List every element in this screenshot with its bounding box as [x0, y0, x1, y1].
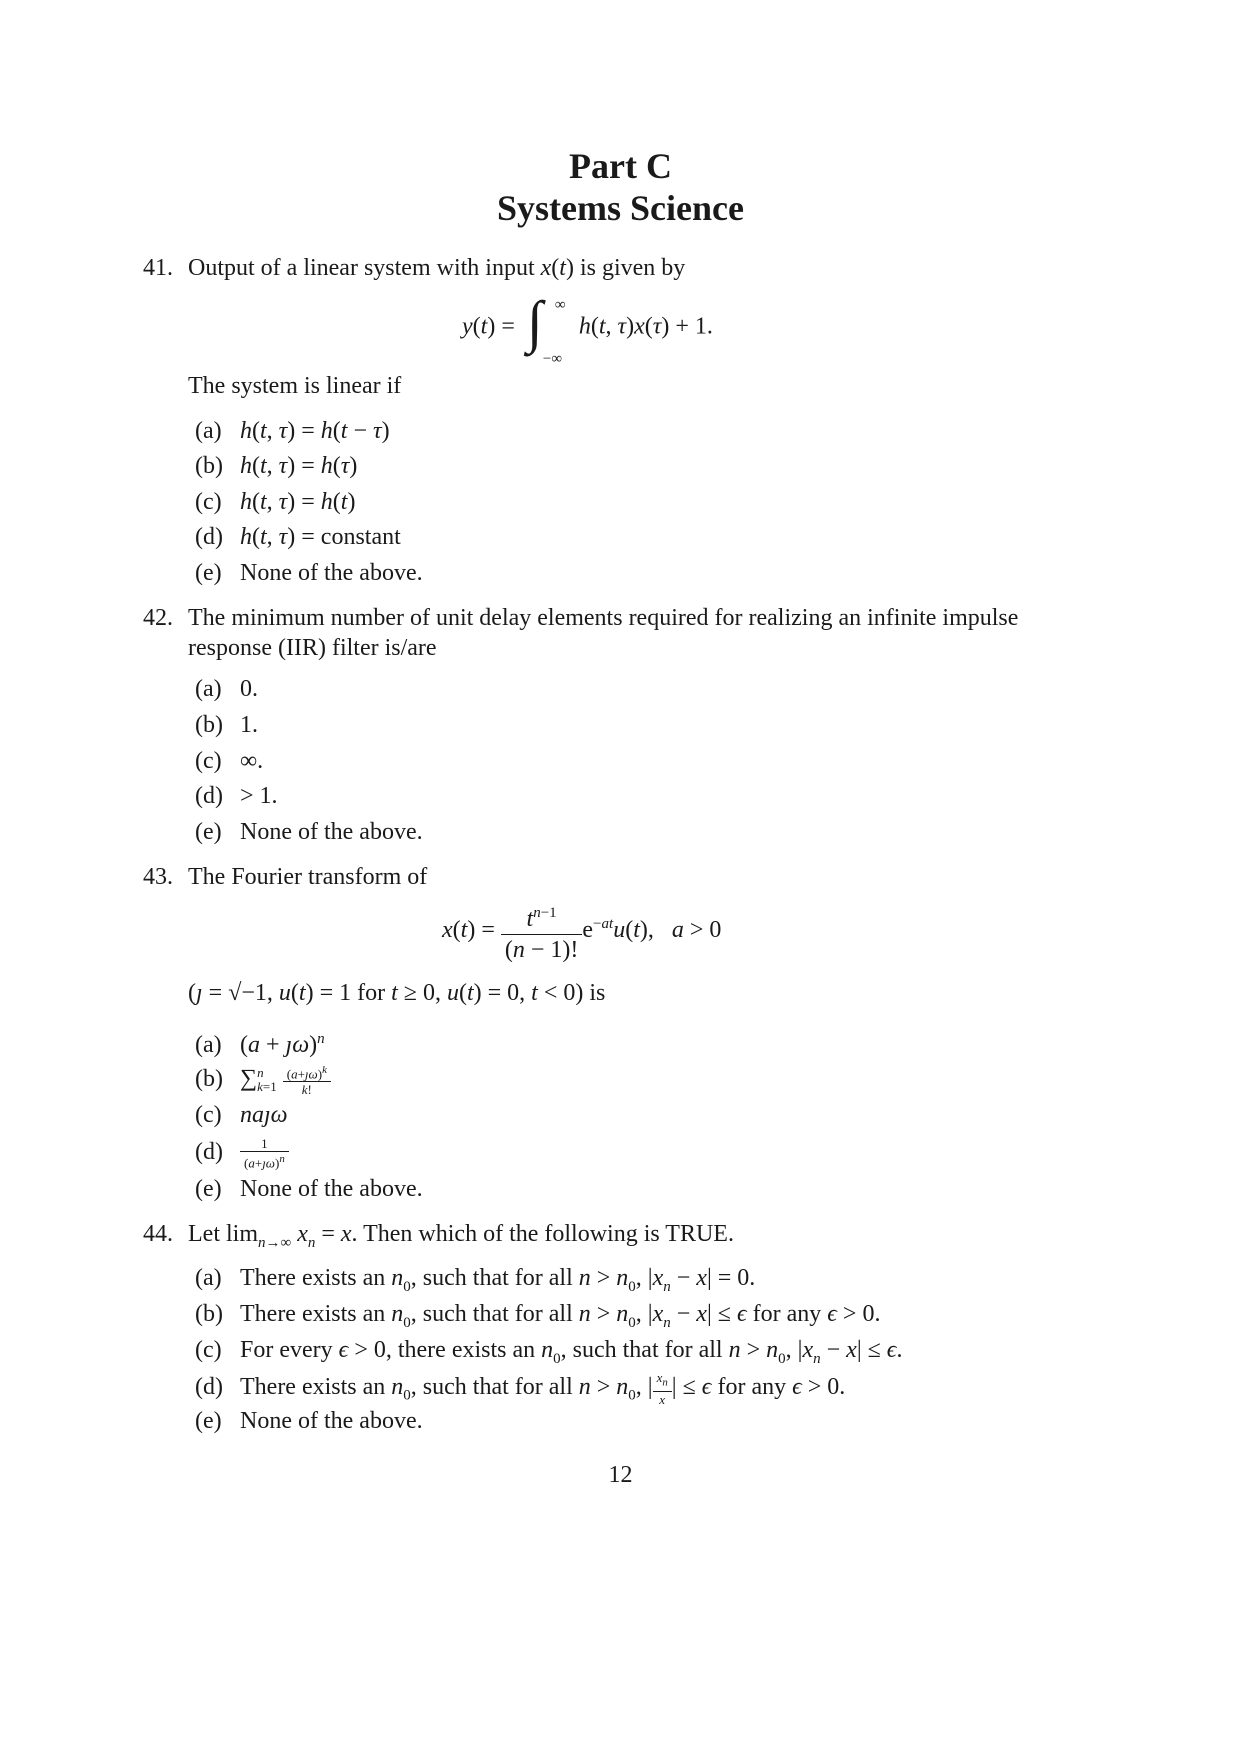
- option-43b: (b) ∑n k=1 $\frac{(a+ȷ\omega)^k}{k!}$: [195, 1063, 331, 1097]
- question-text: Let $\lim_{n\to\infty} x_n = x$. Then which of the following is TRUE.: [188, 1221, 734, 1251]
- question-42: [143, 603, 1063, 667]
- option-42a: (a) 0.: [195, 676, 258, 702]
- option-44d: (d) There exists an $n_0$, such that for all $n > n_0$, | $\frac{x_n}{x}$ | ≤ ϵ for any ϵ > 0.: [195, 1370, 846, 1407]
- option-44e: (e) None of the above.: [195, 1408, 423, 1434]
- question-text: The Fourier transform of: [188, 864, 428, 890]
- option-41c: (c) h(t, τ) = h(t): [195, 489, 356, 515]
- option-42e: (e) None of the above.: [195, 819, 423, 845]
- question-number: 44.: [143, 1221, 173, 1247]
- option-42b: (b) 1.: [195, 712, 258, 738]
- equation-41: y(t) = ∫ ∞ −∞ h(t, τ)x(τ) + 1.: [462, 289, 713, 367]
- question-number: 42.: [143, 605, 173, 631]
- question-text: Output of a linear system with input x(t) is given by: [188, 255, 686, 281]
- option-43c: (c) naȷω: [195, 1102, 288, 1128]
- option-43e: (e) None of the above.: [195, 1176, 423, 1202]
- question-followup: The system is linear if: [188, 373, 402, 399]
- question-number: 41.: [143, 255, 173, 281]
- option-41d: (d) h(t, τ) = constant: [195, 524, 401, 550]
- option-44b: (b) There exists an $n_0$, such that for all $n > n_0$, $|x_n - x| \le \epsilon$ for any ϵ > 0.: [195, 1301, 881, 1331]
- page-number: 12: [608, 1462, 633, 1488]
- option-44a: (a) There exists an $n_0$, such that for all $n > n_0$, $|x_n - x| = 0$.: [195, 1265, 756, 1295]
- section-title: Systems Science: [497, 188, 744, 228]
- option-42d: (d) > 1.: [195, 783, 278, 809]
- fraction: $\frac{t^{n-1}}{(n - 1)!}$: [501, 898, 583, 965]
- option-44c: (c) For every ϵ > 0, there exists an $n_0$, such that for all $n > n_0$, $|x_n - x| \le \epsilon$.: [195, 1337, 903, 1367]
- option-42c: (c) ∞.: [195, 748, 264, 774]
- part-heading: Part C: [569, 146, 672, 186]
- option-41a: (a) h(t, τ) = h(t − τ): [195, 418, 390, 444]
- question-number: 43.: [143, 864, 173, 890]
- option-43a: (a) (a + ȷω)$^n$: [195, 1031, 325, 1058]
- option-41b: (b) h(t, τ) = h(τ): [195, 453, 358, 479]
- option-41e: (e) None of the above.: [195, 560, 423, 586]
- option-43d: (d) $\frac{1}{(a+ȷ\omega)^n}$: [195, 1136, 289, 1170]
- equation-43: x(t) = $\frac{t^{n-1}}{(n - 1)!}$ $e^{-at}u(t)$, a > 0: [442, 898, 721, 965]
- integral-sign: ∫ ∞ −∞: [526, 289, 566, 367]
- question-text: The minimum number of unit delay elements required for realizing an infinite impulse response (IIR) filter is/are: [188, 605, 1019, 661]
- question-condition: (ȷ = √−1, u(t) = 1 for t ≥ 0, u(t) = 0, t < 0) is: [188, 980, 606, 1006]
